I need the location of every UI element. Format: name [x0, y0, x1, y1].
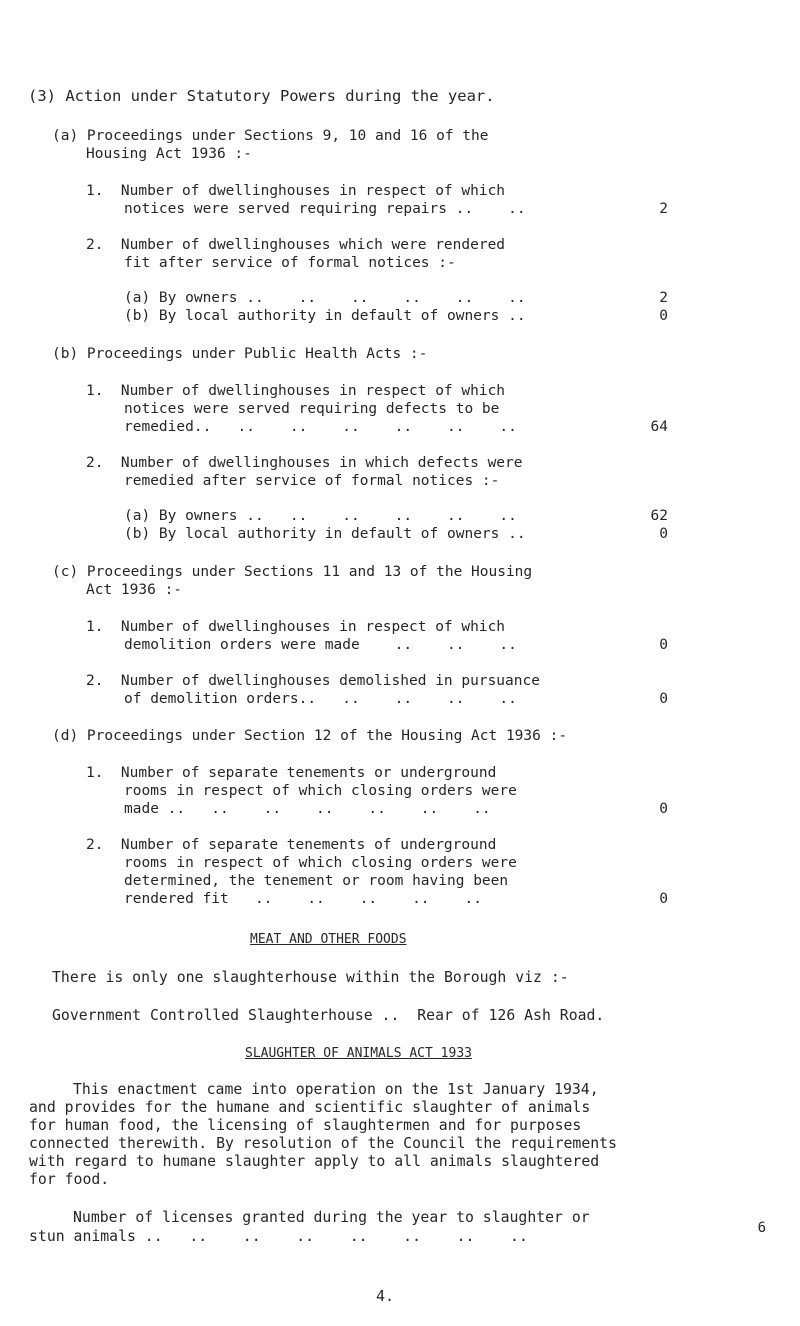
section-b-sub-b: (b) By local authority in default of owners ..: [124, 526, 526, 542]
section-d-item-2-line-4: rendered fit .. .. .. .. ..: [124, 891, 482, 907]
page-number: 4.: [376, 1287, 395, 1305]
section-a-item-2-line-2: fit after service of formal notices :-: [124, 255, 456, 271]
section-c-item-1-line-2: demolition orders were made .. .. ..: [124, 637, 517, 653]
section-b-sub-a-value: 62: [650, 508, 668, 524]
section-heading: (3) Action under Statutory Powers during the year.: [28, 87, 495, 105]
section-d-item-2-line-3: determined, the tenement or room having been: [124, 873, 509, 889]
section-b-item-2-line-1: 2. Number of dwellinghouses in which defects were: [86, 455, 523, 471]
section-a-sub-a: (a) By owners .. .. .. .. .. ..: [124, 290, 526, 306]
section-d-item-1-value: 0: [659, 801, 668, 817]
licenses-value: 6: [757, 1220, 766, 1236]
section-a-item-1-line-2: notices were served requiring repairs .. ..: [124, 201, 526, 217]
section-a-sub-b: (b) By local authority in default of owners ..: [124, 308, 526, 324]
slaughter-paragraph-line-2: and provides for the humane and scientific slaughter of animals: [29, 1099, 591, 1116]
section-b-intro: (b) Proceedings under Public Health Acts :-: [52, 346, 428, 362]
slaughter-paragraph-line-3: for human food, the licensing of slaughtermen and for purposes: [29, 1117, 582, 1134]
section-a-item-1-line-1: 1. Number of dwellinghouses in respect of which: [86, 183, 506, 199]
section-c-item-2-line-1: 2. Number of dwellinghouses demolished in pursuance: [86, 673, 540, 689]
section-d-intro: (d) Proceedings under Section 12 of the Housing Act 1936 :-: [52, 728, 568, 744]
section-b-item-1-value: 64: [650, 419, 668, 435]
section-a-sub-a-value: 2: [659, 290, 668, 306]
slaughter-section-title: SLAUGHTER OF ANIMALS ACT 1933: [245, 1046, 472, 1061]
section-b-item-1-line-2: notices were served requiring defects to be: [124, 401, 500, 417]
section-a-sub-b-value: 0: [659, 308, 668, 324]
section-c-intro-line-2: Act 1936 :-: [86, 582, 183, 598]
slaughter-paragraph-line-1: This enactment came into operation on the 1st January 1934,: [73, 1081, 599, 1098]
meat-section-title: MEAT AND OTHER FOODS: [250, 932, 407, 947]
licenses-line-1: Number of licenses granted during the year to slaughter or: [73, 1209, 590, 1226]
section-c-item-2-line-2: of demolition orders.. .. .. .. ..: [124, 691, 517, 707]
slaughter-paragraph-line-6: for food.: [29, 1171, 110, 1188]
section-d-item-2-line-2: rooms in respect of which closing orders were: [124, 855, 517, 871]
section-a-intro-line-1: (a) Proceedings under Sections 9, 10 and 16 of the: [52, 128, 489, 144]
section-b-item-2-line-2: remedied after service of formal notices :-: [124, 473, 500, 489]
section-d-item-1-line-2: rooms in respect of which closing orders were: [124, 783, 517, 799]
section-c-intro-line-1: (c) Proceedings under Sections 11 and 13 of the Housing: [52, 564, 533, 580]
slaughter-paragraph-line-4: connected therewith. By resolution of the Council the requirements: [29, 1135, 617, 1152]
licenses-line-2: stun animals .. .. .. .. .. .. .. ..: [29, 1228, 528, 1245]
section-b-sub-a: (a) By owners .. .. .. .. .. ..: [124, 508, 517, 524]
slaughter-paragraph-line-5: with regard to humane slaughter apply to all animals slaughtered: [29, 1153, 600, 1170]
section-d-item-1-line-3: made .. .. .. .. .. .. ..: [124, 801, 491, 817]
section-b-item-1-line-3: remedied.. .. .. .. .. .. ..: [124, 419, 517, 435]
section-b-sub-b-value: 0: [659, 526, 668, 542]
section-a-item-1-value: 2: [659, 201, 668, 217]
section-d-item-2-value: 0: [659, 891, 668, 907]
section-a-item-2-line-1: 2. Number of dwellinghouses which were rendered: [86, 237, 506, 253]
section-a-intro-line-2: Housing Act 1936 :-: [86, 146, 252, 162]
section-d-item-2-line-1: 2. Number of separate tenements of underground: [86, 837, 497, 853]
section-c-item-1-value: 0: [659, 637, 668, 653]
section-b-item-1-line-1: 1. Number of dwellinghouses in respect of which: [86, 383, 506, 399]
section-d-item-1-line-1: 1. Number of separate tenements or underground: [86, 765, 497, 781]
section-c-item-1-line-1: 1. Number of dwellinghouses in respect of which: [86, 619, 506, 635]
meat-line-1: There is only one slaughterhouse within the Borough viz :-: [52, 969, 569, 986]
meat-line-2: Government Controlled Slaughterhouse .. Rear of 126 Ash Road.: [52, 1007, 605, 1024]
section-c-item-2-value: 0: [659, 691, 668, 707]
